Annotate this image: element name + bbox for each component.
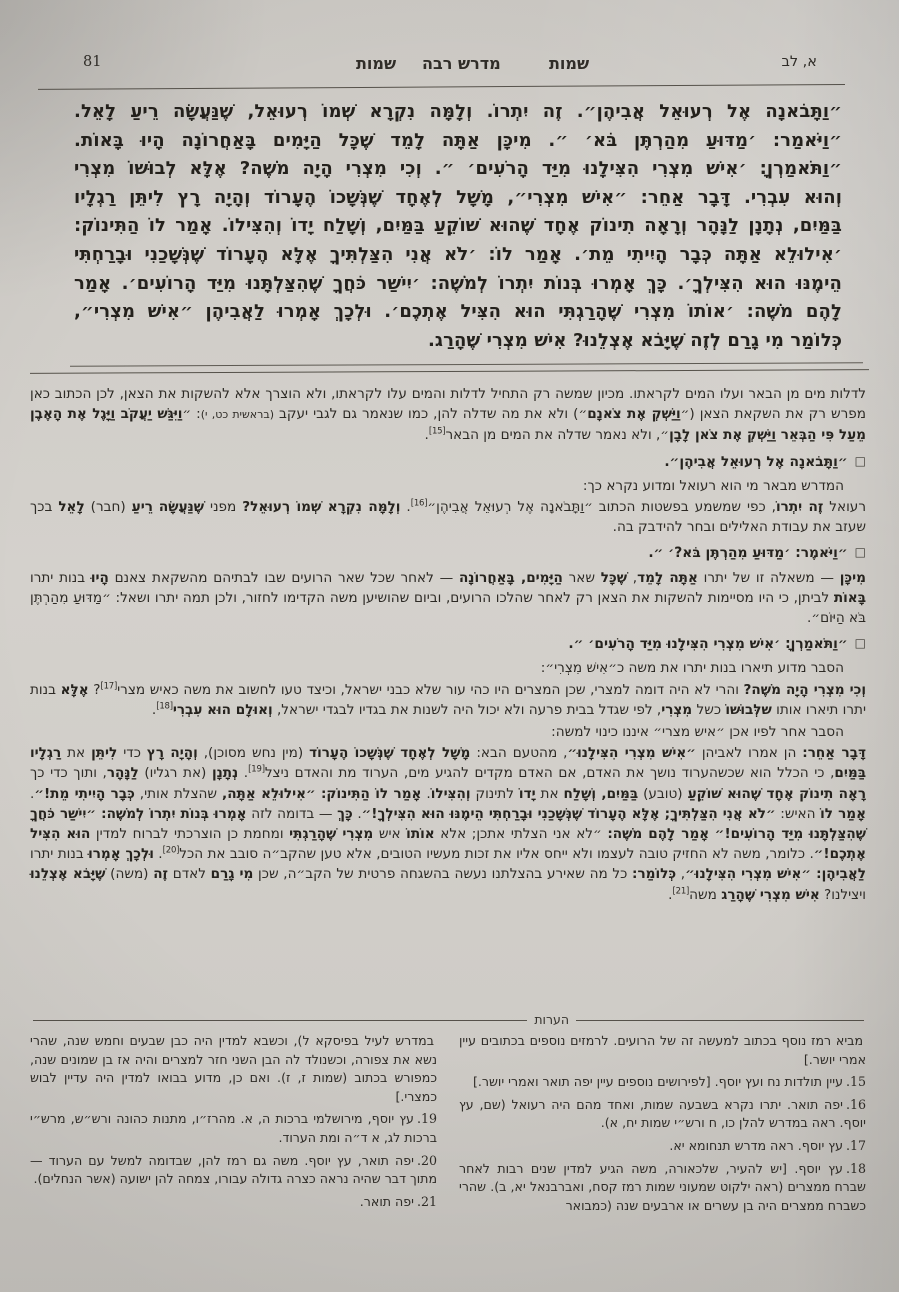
footnote-text: עיין תולדות נח ועץ יוסף. [לפירושים נוספים עיין יפה תואר ואמרי יושר.] bbox=[472, 1074, 843, 1090]
lemma-text: ״וַתָּבֹאנָה אֶל רְעוּאֵל אֲבִיהֶן״. bbox=[664, 453, 848, 470]
midrash-text-block bbox=[74, 98, 842, 355]
footnote-text: יפה תואר, עץ יוסף. משה גם רמז להן, שבדומה למשל עם הערוד — מתוך דבר שהיה נראה כצרה גדולה עבורו, צמחה להן ישועה (אשר הנחלים). bbox=[30, 1152, 437, 1187]
header-page-number: 81 bbox=[83, 54, 102, 70]
commentary-paragraph: רעואל זֶה יִתְרוֹ, כפי שמשמע בפשטות הכתוב ״וַתָּבֹאנָה אֶל רְעוּאֵל אֲבִיהֶן״[16]. וְלָמָּה נִקְרָא שְׁמוֹ רְעוּאֵל? מפני שֶׁנַּעֲשָׂה רֵיעַ (חבר) לָאֵל בכך שעזב את עבודת האלילים ובחר להידבק בה. bbox=[30, 498, 866, 536]
footnote-item bbox=[459, 1137, 866, 1156]
section-separator bbox=[30, 369, 869, 374]
footnote-item bbox=[30, 1110, 437, 1147]
commentary-intro-line: הסבר מדוע תיארו בנות יתרו את משה כ״אִישׁ מִצְרִי״: bbox=[540, 660, 844, 677]
header-parsha-right: שמות bbox=[549, 54, 590, 73]
midrash-line: הֵימֶנּוּ הוּא הִצִּילְךָ׳. כָּךְ אָמְרוּ בְּנוֹת יִתְרוֹ לְמֹשֶׁה: ׳יִישַׁר כֹּחֲךָ שֶׁהִצַּלְתָּנוּ מִיַּד הָרוֹעִים׳. אָמַר bbox=[74, 272, 842, 294]
section-separator-thin bbox=[70, 362, 863, 366]
footnote-text: עץ יוסף, מירושלמי ברכות ה, א. מהרז״ו, מתנות כהונה ורש״ש, מרש״י ברכות לג, א ד״ה ומת הערוד. bbox=[30, 1111, 437, 1145]
midrash-line: לָהֶם מֹשֶׁה: ׳אוֹתוֹ מִצְרִי שֶׁהָרַגְתִּי הוּא הִצִּיל אֶתְכֶם׳. וּלְכָךְ אָמְרוּ לַאֲבִיהֶן ״אִישׁ מִצְרִי״, bbox=[74, 301, 842, 323]
footnotes-left-column bbox=[30, 1032, 437, 1282]
footnote-text: עץ יוסף. ראה מדרש תנחומא יא. bbox=[669, 1137, 843, 1153]
divider-line-right bbox=[576, 1020, 864, 1021]
footnotes-section bbox=[30, 1032, 866, 1282]
paragraph-square-icon: □ bbox=[854, 636, 866, 651]
midrash-line: ׳אִילוּלֵא אַתָּה כְּבָר הָיִיתִי מֵת׳. אָמַר לוֹ: ׳לֹא אֲנִי הִצַּלְתִּיךָ אֶלָּא הֶעָרוֹד שֶׁנְּשָׁכַנִי וּבָרַחְתִּי bbox=[74, 243, 842, 265]
header-section-ref: א, לב bbox=[781, 54, 817, 70]
commentary-paragraph: מִיכָּן — משאלה זו של יתרו אַתָּה לָמֵד, שֶׁכָּל שאר הַיָּמִים, בָּאַחֲרוֹנָה — לאחר שכל שאר הרועים שבו לבתיהם מהשקאת צאנם הָיוּ בנות יתרו בָּאוֹת לביתן, כי היו מסיימות להשקות את הצאן רק לאחר שהלכו הרועים, וביום שהושיען משה הקדימו לחזור, ולכן תמה יתרו ושאל: ״מַדּוּעַ מִהַרְתֶּן בֹּא הַיּוֹם״. bbox=[30, 569, 866, 627]
footnote-item bbox=[459, 1073, 866, 1092]
lemma-heading bbox=[30, 452, 866, 472]
footnote-text: יפה תואר. bbox=[359, 1193, 414, 1209]
footnote-item bbox=[459, 1096, 866, 1133]
commentary-section bbox=[30, 384, 866, 907]
footnote-number: 20. bbox=[416, 1152, 437, 1168]
footnote-text: במדרש לעיל בפיסקא ל), וכשבא למדין היה כבן שבעים וחמש שנה, שהרי נשא את צפורה, וכשנולד לה הבן השני חזר למצרים והיה אז בן שמונים שנה, כמפורש בכתוב (שמות ז, ז). ואם כן, מדוע בבואו למדין היה עדיין לבוש כמצרי.] bbox=[30, 1033, 437, 1104]
commentary-paragraph: וְכִי מִצְרִי הָיָה מֹשֶׁה? והרי לא היה דומה למצרי, שכן המצרים היו כהי עור שלא כבני ישראל, וכיצד טעו לחשוב את משה כאיש מצרי[17]? אֶלָּא בנות יתרו תיארו אותו שלְּבוּשׁוֹ כשל מִצְרִי, לפי שגדל בבית פרעה ולא יכול היה לשנות את בגדיו לבגדי ישראל, וְאוּלָם הוּא עִבְרִי[18]. bbox=[30, 681, 867, 718]
header-rule bbox=[38, 84, 845, 90]
footnote-text: יפה תואר. יתרו נקרא בשבעה שמות, ואחד מהם היה רעואל (שם, עץ יוסף. ראה במדרש להלן כו, ח ורש״י שמות יח, א). bbox=[459, 1096, 866, 1131]
footnotes-divider bbox=[33, 1013, 864, 1028]
midrash-line: ״וַתֹּאמַרְןָ: ׳אִישׁ מִצְרִי הִצִּילָנוּ מִיַּד הָרֹעִים׳ ״. וְכִי מִצְרִי הָיָה מֹשֶׁה? אֶלָּא לְבוּשׁוֹ מִצְרִי bbox=[74, 158, 842, 180]
header-parsha-left: שמות bbox=[356, 54, 397, 73]
footnote-number: 15. bbox=[845, 1074, 866, 1090]
midrash-line: כְּלוֹמַר מִי גָרַם לְזֶה שֶׁיָּבֹא אֶצְלֵנוּ? אִישׁ מִצְרִי שֶׁהָרַג. bbox=[427, 329, 842, 351]
midrash-line: וְהוּא עִבְרִי. דָּבָר אַחֵר: ״אִישׁ מִצְרִי״, מָשָׁל לְאֶחָד שֶׁנְּשָׁכוֹ הֶעָרוֹד וְהָיָה רָץ לִיתֵּן רַגְלָיו bbox=[74, 186, 842, 208]
commentary-paragraph: לדלות מים מן הבאר ועלו המים לקראתו. מכיון שמשה רק התחיל לדלות והמים עלו לקראתו, ולא הוצרך אלא להשקות את הצאן, לכן הכתוב כאן מפרש רק את השקאת הצאן (״וַיַּשְׁקְ אֶת צֹאנָם״) ולא את מה שדלה להן, כמו שנאמר גם לגבי יעקב (בראשית כט, י): ״וַיִּגַּשׁ יַעֲקֹב וַיָּגֶל אֶת הָאֶבֶן מֵעַל פִּי הַבְּאֵר וַיַּשְׁקְ אֶת צֹאן לָבָן״, ולא נאמר שדלה את המים מן הבאר[15]. bbox=[30, 386, 867, 444]
footnote-number: 21. bbox=[416, 1193, 437, 1209]
commentary-paragraph: דָּבָר אַחֵר: הן אמרו לאביהן ״אִישׁ מִצְרִי הִצִּילָנוּ״, מהטעם הבא: מָשָׁל לְאֶחָד שֶׁנְּשָׁכוֹ הֶעָרוֹד (מין נחש מסוכן), וְהָיָה רָץ כדי לִיתֵּן את רַגְלָיו בַּמַּיִם, כי הכלל הוא שכשהערוד נושך את האדם, אם האדם מקדים להגיע מים, הערוד מת והאדם ניצל[19]. נְתָנָן (את רגליו) לַנָּהָר, ותוך כדי כך רָאָה תִינוֹק אֶחָד שֶׁהוּא שׁוֹקֵעַ (טובע) בַּמַּיִם, וְשָׁלַח את יָדוֹ לתינוק וְהִצִּילוֹ. אָמַר לוֹ הַתִּינוֹק: ״אִילוּלֵא אַתָּה, שהצלת אותי, כְּבָר הָיִיתִי מֵת!״. אָמַר לוֹ האיש: ״לֹא אֲנִי הִצַּלְתִּיךָ; אֶלָּא הֶעָרוֹד שֶׁנְּשָׁכַנִי וּבָרַחְתִּי הֵימֶנּוּ הוּא הִצִּילְךָ!״. כָּךְ — בדומה לזה אָמְרוּ בְּנוֹת יִתְרוֹ לְמֹשֶׁה: ״יִישַׁר כֹּחֲךָ שֶׁהִצַּלְתָּנוּ מִיַּד הָרוֹעִים!״ אָמַר לָהֶם מֹשֶׁה: ״לא אני הצלתי אתכן; אלא אוֹתוֹ איש מִצְרִי שֶׁהָרַגְתִּי ומחמת כן הוצרכתי לברוח למדין הוּא הִצִּיל אֶתְכֶם!״. כלומר, משה לא החזיק טובה לעצמו ולא ייחס אליו את זכות מעשיו הטובים, אלא טען שהקב״ה סובב את הכל[20]. וּלְכָךְ אָמְרוּ בנות יתרו לַאֲבִיהֶן: ״אִישׁ מִצְרִי הִצִּילָנוּ״, כְּלוֹמַר: כל מה שאירע בהצלתנו נעשה בהשגחה פרטית של הקב״ה, שכן מִי גָרַם לאדם זֶה (משה) שֶׁיָּבֹא אֶצְלֵנוּ ויצילנו? אִישׁ מִצְרִי שֶׁהָרַג משה[21]. bbox=[30, 745, 867, 903]
commentary-intro-line: הסבר אחר לפיו אכן ״איש מצרי״ איננו כינוי למשה: bbox=[551, 724, 844, 741]
lemma-text: ״וַתֹּאמַרְןָ: ׳אִישׁ מִצְרִי הִצִּילָנוּ מִיַּד הָרֹעִים׳ ״. bbox=[568, 636, 848, 653]
footnote-item bbox=[30, 1032, 437, 1106]
paragraph-square-icon: □ bbox=[854, 545, 866, 560]
midrash-line: בַּמַּיִם, נְתָנָן לַנָּהָר וְרָאָה תִינוֹק אֶחָד שֶׁהוּא שׁוֹקֵעַ בַּמַּיִם, וְשָׁלַח יָדוֹ וְהִצִּילוֹ. אָמַר לוֹ הַתִּינוֹק: bbox=[74, 215, 842, 237]
midrash-line: ״וַתָּבֹאנָה אֶל רְעוּאֵל אֲבִיהֶן״. זֶה יִתְרוֹ. וְלָמָּה נִקְרָא שְׁמוֹ רְעוּאֵל, שֶׁנַּעֲשָׂה רֵיעַ לָאֵל. bbox=[74, 101, 842, 122]
footnote-item bbox=[459, 1160, 866, 1216]
midrash-line: ״וַיֹּאמַר: ׳מַדּוּעַ מִהַרְתֶּן בֹּא׳ ״. מִיכָּן אַתָּה לָמֵד שֶׁכָּל הַיָּמִים בָּאַחֲרוֹנָה הָיוּ בָּאוֹת. bbox=[74, 129, 842, 151]
footnote-number: 18. bbox=[845, 1160, 866, 1176]
lemma-heading bbox=[30, 543, 866, 563]
footnote-number: 17. bbox=[845, 1137, 866, 1153]
footnote-number: 16. bbox=[845, 1096, 866, 1112]
footnote-item bbox=[459, 1032, 866, 1069]
commentary-intro-line: המדרש מבאר מי הוא רעואל ומדוע נקרא כך: bbox=[582, 477, 844, 494]
footnote-number: 19. bbox=[416, 1111, 437, 1127]
footnote-text: מביא רמז נוסף בכתוב למעשה זה של הרועים. לרמזים נוספים בכתובים עיין אמרי יושר.] bbox=[459, 1033, 866, 1067]
footnotes-label: הערות bbox=[534, 1012, 569, 1027]
lemma-text: ״וַיֹּאמֶר: ׳מַדּוּעַ מִהַרְתֶּן בֹּא?׳ ״. bbox=[648, 545, 848, 562]
footnote-item bbox=[30, 1193, 437, 1212]
footnote-text: עץ יוסף. [יש להעיר, שלכאורה, משה הגיע למדין שנים רבות לאחר שברח ממצרים (ראה ילקוט שמעוני שמות רמז קסח, ואברבנאל יא, ב). שהרי כשברח ממצרים היה בן עשרים או ארבעים שנה (כמבואר bbox=[459, 1160, 866, 1213]
paragraph-square-icon: □ bbox=[854, 453, 866, 468]
header-book-title: מדרש רבה bbox=[422, 54, 501, 73]
lemma-heading bbox=[30, 634, 866, 654]
footnote-item bbox=[30, 1152, 437, 1189]
footnotes-right-column bbox=[459, 1032, 866, 1282]
divider-line-left bbox=[33, 1020, 527, 1021]
